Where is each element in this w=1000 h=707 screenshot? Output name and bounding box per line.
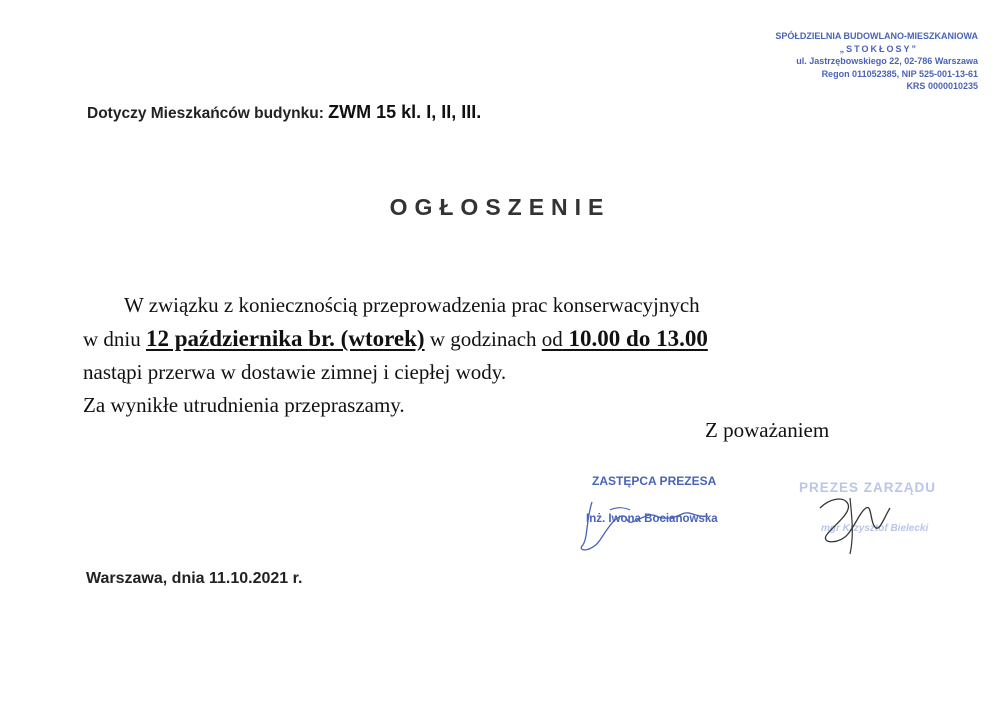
cooperative-krs: KRS 0000010235 [906, 81, 978, 91]
building-designation: ZWM 15 kl. I, II, III. [328, 102, 482, 122]
president-role: PREZES ZARZĄDU [799, 480, 937, 495]
closing-regards: Z poważaniem [705, 418, 830, 442]
body-line-4: Za wynikłe utrudnienia przepraszamy. [83, 393, 405, 417]
body-line-3: nastąpi przerwa w dostawie zimnej i ciepłej wody. [83, 360, 507, 384]
outage-hours: 10.00 do 13.00 [562, 326, 708, 351]
cooperative-stamp [738, 30, 978, 93]
concerns-prefix: Dotyczy Mieszkańców budynku: [87, 105, 329, 122]
deputy-name: Inż. Iwona Bocianowska [586, 513, 718, 525]
body-line-2-prefix: w dniu [83, 327, 146, 351]
body-line-1: W związku z koniecznością przeprowadzenia prac konserwacyjnych [124, 293, 700, 317]
president-signature [800, 478, 920, 558]
place-and-date: Warszawa, dnia 11.10.2021 r. [86, 570, 303, 587]
body-line-2-middle: w godzinach [424, 327, 542, 351]
cooperative-short-name: „STOKŁOSY” [839, 43, 918, 54]
president-name: mgr Krzysztof Bielecki [821, 523, 929, 534]
outage-date: 12 października br. (wtorek) [146, 326, 425, 351]
announcement-body [83, 289, 903, 422]
cooperative-address: ul. Jastrzębowskiego 22, 02-786 Warszawa [796, 56, 978, 66]
concerns-line [87, 102, 481, 123]
deputy-role: ZASTĘPCA PREZESA [592, 474, 717, 488]
cooperative-name: SPÓŁDZIELNIA BUDOWLANO-MIESZKANIOWA [775, 31, 978, 41]
announcement-title: OGŁOSZENIE [389, 194, 611, 220]
body-line-2 [83, 322, 903, 356]
hours-from: od [541, 327, 563, 351]
cooperative-regon-nip: Regon 011052385, NIP 525-001-13-61 [821, 68, 978, 79]
